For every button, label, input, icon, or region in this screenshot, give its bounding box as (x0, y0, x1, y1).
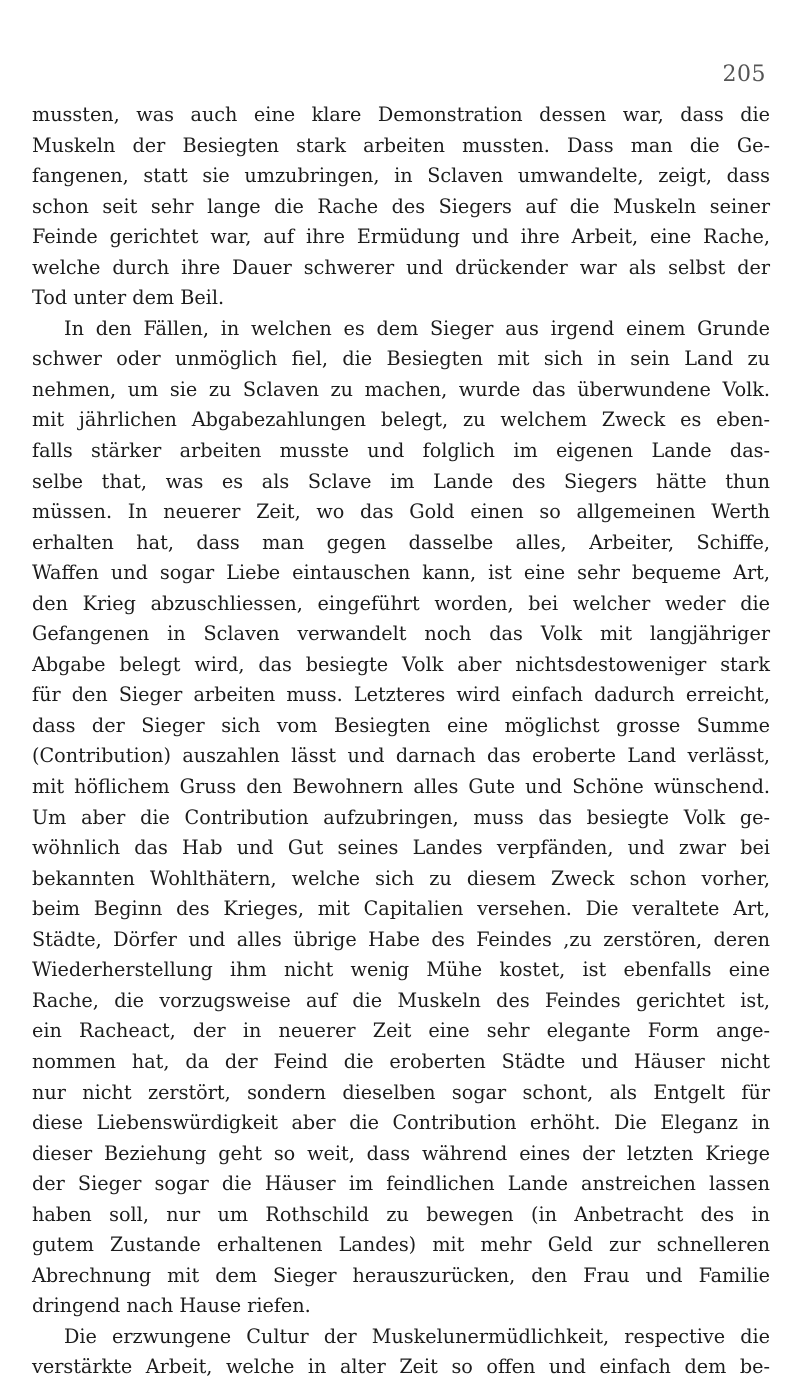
text-line: Muskeln der Besiegten stark arbeiten mussten. Dass man die Ge- (32, 133, 770, 157)
text-line: Die erzwungene Cultur der Muskelunermüdlichkeit, respective die (64, 1324, 770, 1348)
text-line: erhalten hat, dass man gegen dasselbe alles, Arbeiter, Schiffe, (32, 530, 770, 554)
text-line: ein Racheact, der in neuerer Zeit eine sehr elegante Form ange- (32, 1019, 770, 1043)
text-line: Abgabe belegt wird, das besiegte Volk aber nichtsdestoweniger stark (32, 652, 770, 676)
text-line: falls stärker arbeiten musste und folglich im eigenen Lande das- (32, 439, 770, 463)
text-line: nur nicht zerstört, sondern dieselben sogar schont, als Entgelt für (32, 1080, 770, 1104)
text-line: Städte, Dörfer und alles übrige Habe des Feindes ,zu zerstören, deren (32, 927, 770, 951)
text-line: dass der Sieger sich vom Besiegten eine möglichst grosse Summe (32, 713, 770, 737)
text-line: den Krieg abzuschliessen, eingeführt worden, bei welcher weder die (32, 591, 770, 615)
text-line: Abrechnung mit dem Sieger herauszurücken, den Frau und Familie (32, 1263, 770, 1287)
text-line: Rache, die vorzugsweise auf die Muskeln des Feindes gerichtet ist, (32, 988, 770, 1012)
text-line: In den Fällen, in welchen es dem Sieger aus irgend einem Grunde (64, 316, 770, 340)
text-line: dringend nach Hause riefen. (32, 1294, 311, 1318)
text-line: wöhnlich das Hab und Gut seines Landes verpfänden, und zwar bei (32, 836, 770, 860)
page-number: 205 (722, 62, 766, 87)
text-line: schon seit sehr lange die Rache des Siegers auf die Muskeln seiner (32, 194, 770, 218)
text-line: Gefangenen in Sclaven verwandelt noch das Volk mit langjähriger (32, 622, 770, 646)
text-line: für den Sieger arbeiten muss. Letzteres wird einfach dadurch erreicht, (32, 683, 770, 707)
text-line: mussten, was auch eine klare Demonstration dessen war, dass die (32, 103, 770, 126)
text-line: beim Beginn des Krieges, mit Capitalien versehen. Die veraltete Art, (32, 897, 770, 921)
text-line: der Sieger sogar die Häuser im feindlichen Lande anstreichen lassen (32, 1172, 770, 1196)
text-line: Um aber die Contribution aufzubringen, muss das besiegte Volk ge- (32, 805, 770, 829)
text-line: fangenen, statt sie umzubringen, in Sclaven umwandelte, zeigt, dass (32, 164, 770, 188)
text-line: welche durch ihre Dauer schwerer und drückender war als selbst der (32, 255, 770, 279)
text-line: Feinde gerichtet war, auf ihre Ermüdung und ihre Arbeit, eine Rache, (32, 225, 770, 249)
page-text (32, 100, 770, 1383)
text-line: mit jährlichen Abgabezahlungen belegt, zu welchem Zweck es eben- (32, 408, 770, 432)
text-line: Wiederherstellung ihm nicht wenig Mühe kostet, ist ebenfalls eine (32, 958, 770, 982)
text-line: verstärkte Arbeit, welche in alter Zeit so offen und einfach dem be- (32, 1355, 770, 1379)
text-line: selbe that, was es als Sclave im Lande des Siegers hätte thun (32, 469, 770, 493)
text-line: Waffen und sogar Liebe eintauschen kann, ist eine sehr bequeme Art, (32, 561, 770, 585)
text-line: mit höflichem Gruss den Bewohnern alles Gute und Schöne wünschend. (32, 775, 770, 799)
text-line: dieser Beziehung geht so weit, dass während eines der letzten Kriege (32, 1141, 770, 1165)
text-line: müssen. In neuerer Zeit, wo das Gold einen so allgemeinen Werth (32, 500, 770, 524)
text-line: nehmen, um sie zu Sclaven zu machen, wurde das überwundene Volk. (32, 377, 770, 401)
text-line: diese Liebenswürdigkeit aber die Contribution erhöht. Die Eleganz in (32, 1111, 770, 1135)
text-line: nommen hat, da der Feind die eroberten Städte und Häuser nicht (32, 1049, 770, 1073)
text-line: schwer oder unmöglich fiel, die Besiegten mit sich in sein Land zu (32, 347, 770, 371)
text-line: bekannten Wohlthätern, welche sich zu diesem Zweck schon vorher, (32, 866, 770, 890)
text-line: Tod unter dem Beil. (32, 286, 225, 310)
text-line: (Contribution) auszahlen lässt und darnach das eroberte Land verlässt, (32, 744, 770, 768)
text-line: haben soll, nur um Rothschild zu bewegen (in Anbetracht des in (32, 1202, 770, 1226)
text-line: gutem Zustande erhaltenen Landes) mit mehr Geld zur schnelleren (32, 1233, 770, 1257)
